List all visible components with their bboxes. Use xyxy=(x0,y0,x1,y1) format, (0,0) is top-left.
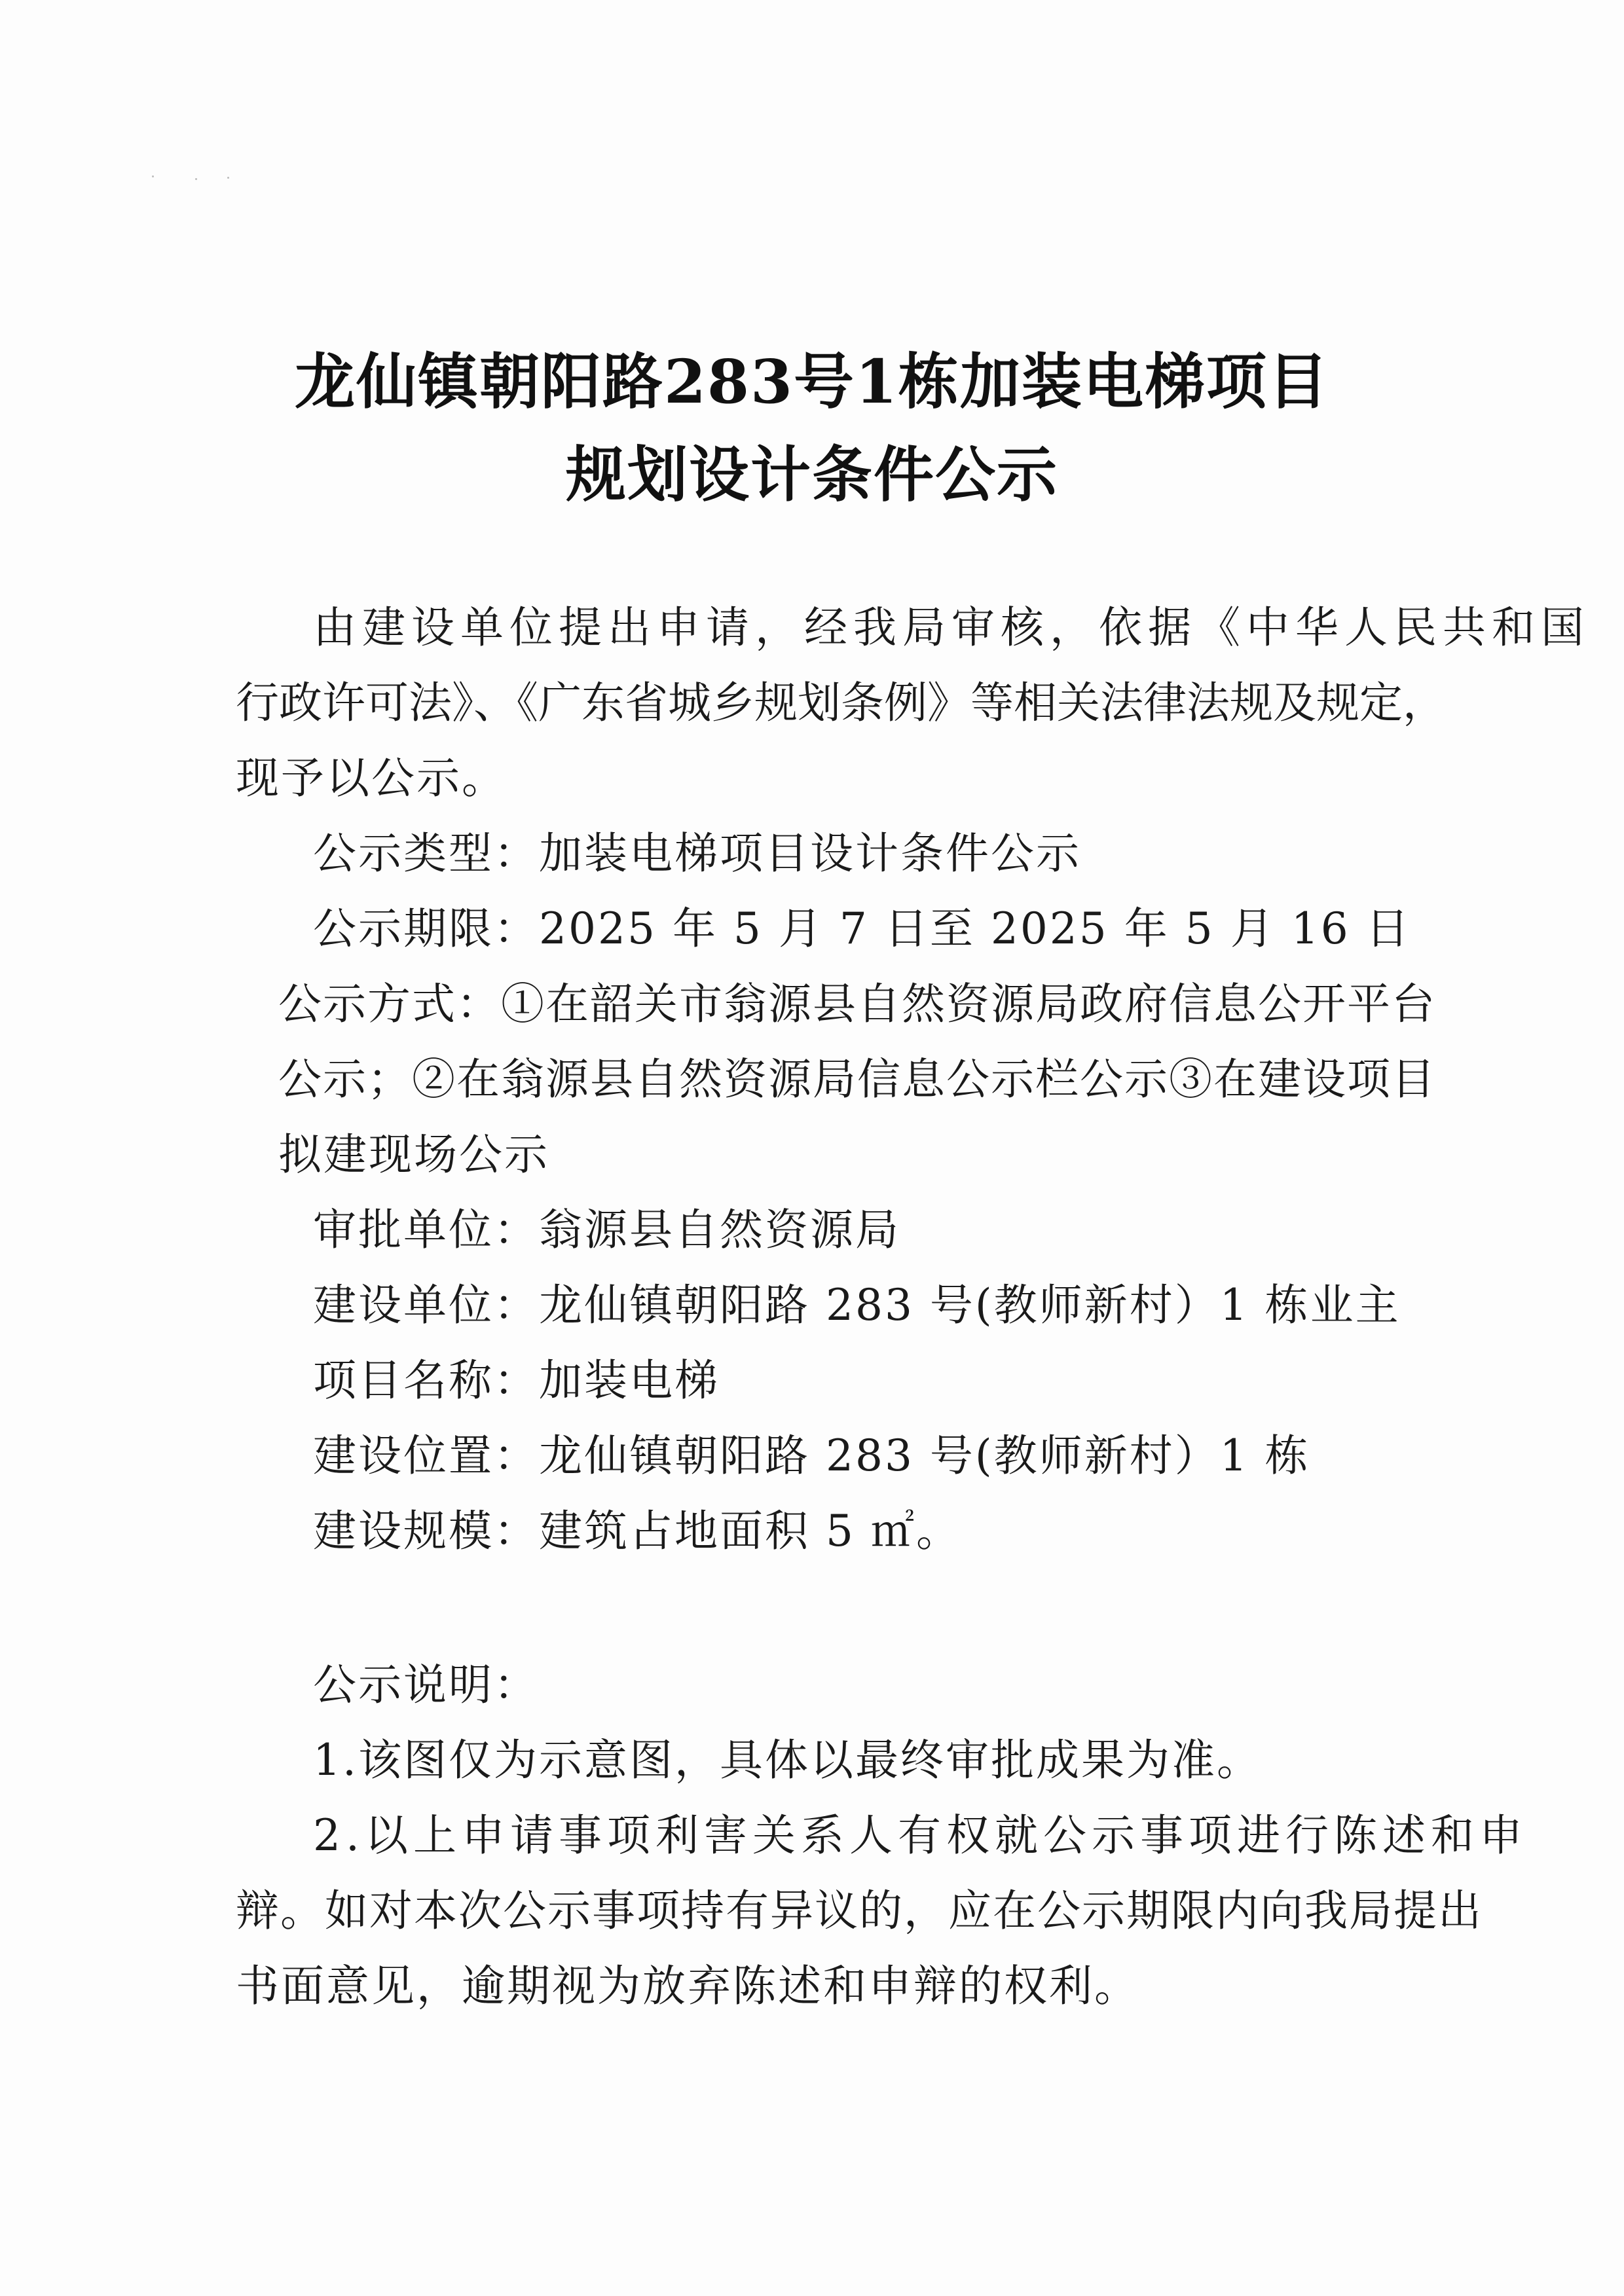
field-scale-label: 建设规模： xyxy=(313,1506,539,1556)
field-scale-value: 建筑占地面积 5 ㎡。 xyxy=(539,1506,961,1556)
intro-paragraph-line3: 现予以公示。 xyxy=(236,753,507,803)
field-builder xyxy=(313,1270,1401,1332)
field-builder-value: 龙仙镇朝阳路 283 号(教师新村）1 栋业主 xyxy=(539,1280,1401,1330)
note-2-line1: 2.以上申请事项利害关系人有权就公示事项进行陈述和申 xyxy=(313,1810,1528,1861)
method-line2: 公示；②在翁源县自然资源局信息公示栏公示③在建设项目 xyxy=(278,1054,1436,1104)
field-approver-label: 审批单位： xyxy=(313,1205,539,1255)
field-project-name xyxy=(313,1345,720,1408)
field-approver xyxy=(313,1195,900,1257)
scan-speck xyxy=(195,178,197,180)
method-line1: 公示方式：①在韶关市翁源县自然资源局政府信息公开平台 xyxy=(278,979,1436,1029)
method-line3: 拟建现场公示 xyxy=(278,1129,549,1180)
field-builder-label: 建设单位： xyxy=(313,1280,539,1330)
field-type-label: 公示类型： xyxy=(313,828,539,879)
field-project-name-value: 加装电梯 xyxy=(539,1355,720,1406)
note-2-line3: 书面意见，逾期视为放弃陈述和申辩的权利。 xyxy=(236,1961,1139,2011)
field-type-value: 加装电梯项目设计条件公示 xyxy=(539,828,1081,879)
note-1: 1.该图仅为示意图，具体以最终审批成果为准。 xyxy=(313,1735,1262,1785)
field-approver-value: 翁源县自然资源局 xyxy=(539,1205,900,1255)
scan-speck xyxy=(152,175,154,177)
intro-paragraph-line2: 行政许可法》、《广东省城乡规划条例》等相关法律法规及规定， xyxy=(236,678,1446,728)
field-location xyxy=(313,1421,1310,1483)
field-type xyxy=(313,818,1081,881)
scan-speck xyxy=(227,177,229,179)
notes-heading: 公示说明： xyxy=(313,1660,539,1710)
intro-paragraph-line1: 由建设单位提出申请，经我局审核，依据《中华人民共和国 xyxy=(313,602,1590,653)
note-2-line2: 辩。如对本次公示事项持有异议的，应在公示期限内向我局提出 xyxy=(236,1886,1483,1936)
field-scale xyxy=(313,1496,961,1558)
field-period xyxy=(313,894,1411,956)
field-location-value: 龙仙镇朝阳路 283 号(教师新村）1 栋 xyxy=(539,1430,1310,1481)
document-title-line2: 规划设计条件公示 xyxy=(565,439,1058,510)
document-title-line1: 龙仙镇朝阳路283号1栋加装电梯项目 xyxy=(294,346,1330,417)
field-period-value: 2025 年 5 月 7 日至 2025 年 5 月 16 日 xyxy=(539,903,1411,954)
field-period-label: 公示期限： xyxy=(313,903,539,954)
field-project-name-label: 项目名称： xyxy=(313,1355,539,1406)
field-location-label: 建设位置： xyxy=(313,1430,539,1481)
